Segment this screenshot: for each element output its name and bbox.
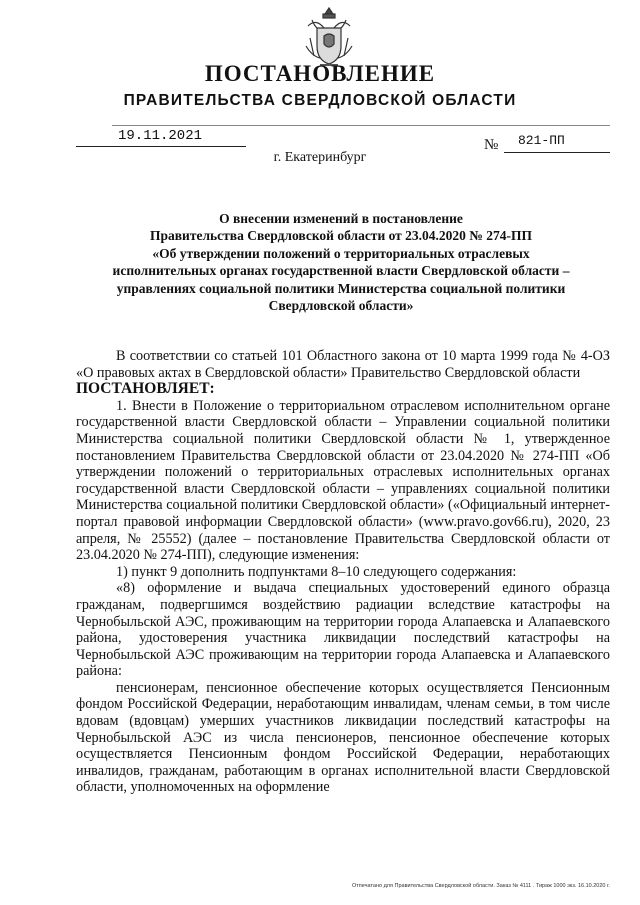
decree-keyword: ПОСТАНОВЛЯЕТ: bbox=[76, 380, 215, 398]
document-heading bbox=[75, 210, 607, 314]
top-rule bbox=[112, 125, 610, 126]
print-footer: Отпечатано для Правительства Свердловской области. Заказ № 4111 . Тираж 1000 экз. 16.10.2020 г. bbox=[352, 883, 610, 889]
document-number: 821-ПП bbox=[518, 133, 565, 148]
heading-line: исполнительных органах государственной власти Свердловской области – bbox=[112, 263, 570, 279]
paragraph-2: 1) пункт 9 дополнить подпунктами 8–10 следующего содержания: bbox=[116, 563, 517, 580]
paragraph-1: 1. Внести в Положение о территориальном отраслевом исполнительном органе государственной власти Свердловской области – Управлении социальной политики Министерства социальной политики Свердловской области № 1, утвержденное постановлением Правительства Свердловской области от 23.04.2020 № 274-ПП «Об утверждении положений о территориальных отраслевых исполнительных органах государственной власти Свердловской области – управлениях социальной политики Министерства социальной политики Свердловской области» («Официальный интернет-портал правовой информации Свердловской области» (www.pravo.gov66.ru), 2020, 23 апреля, № 25552) (далее – постановление Правительства Свердловской области от 23.04.2020 № 274-ПП), следующие изменения: bbox=[76, 397, 610, 564]
paragraph-3: «8) оформление и выдача специальных удостоверений единого образца гражданам, подвергшимся воздействию радиации вследствие катастрофы на Чернобыльской АЭС, проживающим на территории города Алапаевска и Алапаевского района, удостоверения участника ликвидации последствий катастрофы на Чернобыльской АЭС проживающим на территории города Алапаевска и Алапаевского района: bbox=[76, 580, 610, 680]
heading-line: Свердловской области» bbox=[268, 298, 414, 314]
issuer-name: ПРАВИТЕЛЬСТВА СВЕРДЛОВСКОЙ ОБЛАСТИ bbox=[123, 92, 517, 109]
document-body bbox=[76, 348, 610, 796]
paragraph-4: пенсионерам, пенсионное обеспечение которых осуществляется Пенсионным фондом Российской Федерации, неработающим инвалидам, членам семьи, в том числе вдовам (вдовцам) умерших участников ликвидации последствий катастрофы на Чернобыльской АЭС из числа пенсионеров, пенсионное обеспечение которых осуществляется Пенсионным фондом Российской Федерации, неработающих инвалидов, гражданам, работающим в органах исполнительной власти Свердловской области, уполномоченных на оформление bbox=[76, 679, 610, 796]
heading-line: «Об утверждении положений о территориальных отраслевых bbox=[152, 245, 530, 261]
number-label: № bbox=[484, 137, 499, 153]
intro-paragraph: В соответствии со статьей 101 Областного закона от 10 марта 1999 года № 4-ОЗ «О правовых актах в Свердловской области» Правительство Свердловской области bbox=[76, 348, 610, 381]
document-date: 19.11.2021 bbox=[118, 128, 203, 144]
city: г. Екатеринбург bbox=[273, 150, 367, 165]
date-underline bbox=[76, 146, 246, 147]
coat-of-arms-icon bbox=[302, 6, 356, 68]
document-title: ПОСТАНОВЛЕНИЕ bbox=[204, 61, 436, 86]
heading-line: О внесении изменений в постановление bbox=[219, 211, 463, 226]
heading-line: Правительства Свердловской области от 23.04.2020 № 274-ПП bbox=[150, 228, 532, 244]
heading-line: управлениях социальной политики Министерства социальной политики bbox=[116, 280, 566, 296]
